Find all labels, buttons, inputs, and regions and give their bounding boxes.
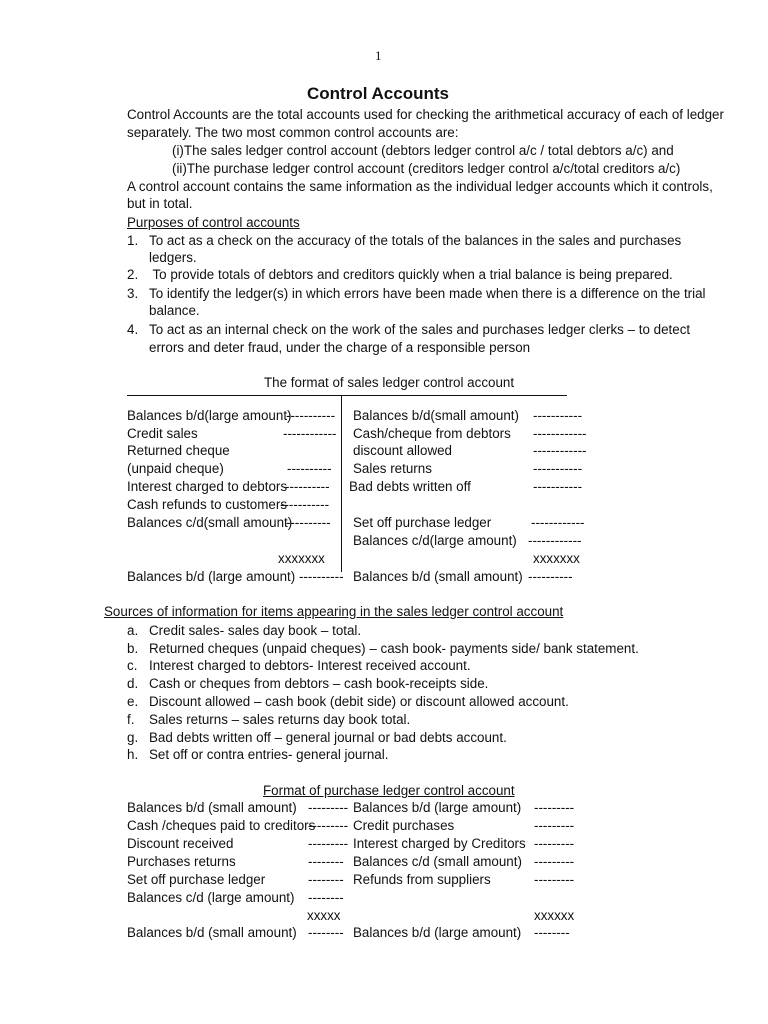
- credit-entry-label: Balances c/d(large amount): [353, 533, 517, 548]
- debit-entry-dash: ---------: [308, 800, 349, 815]
- debit-entry-label: Balances c/d (large amount): [127, 890, 295, 905]
- debit-entry-dash: ----------: [286, 515, 331, 530]
- page-number: 1: [375, 48, 382, 63]
- debit-entry-label: Interest charged to debtors: [127, 479, 288, 494]
- credit-balance-bd: Balances b/d (small amount): [353, 569, 523, 584]
- intro-line: Control Accounts are the total accounts used for checking the arithmetical accuracy of each of ledger: [127, 107, 724, 122]
- credit-balance-bd: Balances b/d (large amount): [353, 925, 522, 940]
- list-letter: d.: [127, 676, 139, 691]
- credit-entry-label: Balances b/d (large amount): [353, 800, 522, 815]
- credit-entry-label: discount allowed: [353, 443, 453, 458]
- credit-entry-label: Set off purchase ledger: [353, 515, 492, 530]
- debit-entry-dash: ----------: [285, 479, 330, 494]
- t-account-divider: [341, 396, 342, 572]
- credit-total: xxxxxx: [534, 908, 575, 923]
- credit-entry-label: Cash/cheque from debtors: [353, 426, 511, 441]
- credit-entry-dash: ------------: [533, 443, 587, 458]
- intro-line: separately. The two most common control accounts are:: [127, 125, 459, 140]
- credit-entry-dash: ---------: [534, 818, 575, 833]
- credit-entry-dash: ---------: [534, 872, 575, 887]
- debit-entry-label: Balances b/d (small amount): [127, 800, 297, 815]
- intro-item: (i)The sales ledger control account (debtors ledger control a/c / total debtors a/c) and: [172, 143, 674, 158]
- credit-entry-dash: ---------: [534, 854, 575, 869]
- list-item: Credit sales- sales day book – total.: [149, 623, 362, 638]
- debit-entry-label: Balances c/d(small amount): [127, 515, 293, 530]
- debit-entry-dash: -----------: [286, 408, 336, 423]
- list-item-continuation: errors and deter fraud, under the charge of a responsible person: [149, 340, 531, 355]
- purposes-heading: Purposes of control accounts: [127, 215, 300, 230]
- list-letter: g.: [127, 730, 139, 745]
- list-item: Returned cheques (unpaid cheques) – cash book- payments side/ bank statement.: [149, 641, 639, 656]
- debit-entry-label: Returned cheque: [127, 443, 230, 458]
- debit-total: xxxxxxx: [278, 551, 325, 566]
- list-item: Discount allowed – cash book (debit side) or discount allowed account.: [149, 694, 569, 709]
- credit-entry-dash: -----------: [533, 479, 583, 494]
- credit-entry-label: Balances c/d (small amount): [353, 854, 522, 869]
- debit-entry-label: Cash refunds to customers: [127, 497, 288, 512]
- debit-entry-label: Cash /cheques paid to creditors: [127, 818, 316, 833]
- sources-heading: Sources of information for items appearing in the sales ledger control account: [104, 604, 564, 619]
- list-item-continuation: ledgers.: [149, 250, 197, 265]
- list-item: To identify the ledger(s) in which errors have been made when there is a difference on the trial: [149, 286, 706, 301]
- list-item: To act as a check on the accuracy of the totals of the balances in the sales and purchases: [149, 233, 682, 248]
- list-letter: h.: [127, 747, 139, 762]
- list-letter: b.: [127, 641, 139, 656]
- debit-balance-bd: Balances b/d (small amount): [127, 925, 297, 940]
- list-item: Cash or cheques from debtors – cash book-receipts side.: [149, 676, 489, 691]
- intro-line: but in total.: [127, 196, 193, 211]
- list-item: Bad debts written off – general journal or bad debts account.: [149, 730, 507, 745]
- debit-entry-label: Credit sales: [127, 426, 198, 441]
- debit-entry-dash: --------: [308, 854, 344, 869]
- credit-balance-bd-dash: --------: [534, 925, 570, 940]
- sales-format-heading: The format of sales ledger control account: [264, 375, 515, 390]
- credit-total: xxxxxxx: [533, 551, 580, 566]
- credit-entry-label: Sales returns: [353, 461, 432, 476]
- debit-entry-dash: --------: [308, 872, 344, 887]
- debit-entry-label: Set off purchase ledger: [127, 872, 266, 887]
- credit-entry-dash: ---------: [534, 836, 575, 851]
- debit-entry-dash: ----------: [287, 461, 332, 476]
- list-item: Interest charged to debtors- Interest received account.: [149, 658, 471, 673]
- credit-entry-label: Bad debts written off: [349, 479, 471, 494]
- debit-entry-dash: -----------: [280, 497, 330, 512]
- list-letter: e.: [127, 694, 139, 709]
- debit-entry-dash: ---------: [308, 836, 349, 851]
- credit-entry-label: Credit purchases: [353, 818, 455, 833]
- list-item: Sales returns – sales returns day book total.: [149, 712, 411, 727]
- intro-item: (ii)The purchase ledger control account (creditors ledger control a/c/total creditors a/c): [172, 161, 681, 176]
- list-number: 3.: [127, 286, 139, 301]
- debit-entry-label: Balances b/d(large amount): [127, 408, 292, 423]
- list-item: To provide totals of debtors and creditors quickly when a trial balance is being prepared.: [149, 267, 673, 282]
- list-number: 2.: [127, 267, 139, 282]
- purchase-format-heading: Format of purchase ledger control account: [263, 783, 515, 798]
- credit-balance-bd-dash: ----------: [528, 569, 573, 584]
- credit-entry-dash: ------------: [533, 426, 587, 441]
- debit-balance-bd: Balances b/d (large amount) ----------: [127, 569, 344, 584]
- debit-balance-bd-dash: --------: [308, 925, 344, 940]
- t-account-top-line: [127, 395, 567, 396]
- list-number: 4.: [127, 322, 139, 337]
- credit-entry-label: Refunds from suppliers: [353, 872, 491, 887]
- list-item-continuation: balance.: [149, 303, 200, 318]
- debit-entry-dash: --------: [308, 890, 344, 905]
- debit-entry-label: Purchases returns: [127, 854, 236, 869]
- list-item: Set off or contra entries- general journal.: [149, 747, 389, 762]
- list-item: To act as an internal check on the work of the sales and purchases ledger clerks – to detect: [149, 322, 691, 337]
- debit-entry-dash: ------------: [283, 426, 337, 441]
- list-letter: f.: [127, 712, 135, 727]
- debit-entry-label: (unpaid cheque): [127, 461, 224, 476]
- debit-entry-dash: ---------: [308, 818, 349, 833]
- page-title: Control Accounts: [307, 84, 449, 103]
- credit-entry-label: Balances b/d(small amount): [353, 408, 519, 423]
- credit-entry-label: Interest charged by Creditors: [353, 836, 526, 851]
- list-number: 1.: [127, 233, 139, 248]
- credit-entry-dash: ------------: [528, 533, 582, 548]
- credit-entry-dash: -----------: [533, 461, 583, 476]
- debit-total: xxxxx: [307, 908, 341, 923]
- credit-entry-dash: ---------: [534, 800, 575, 815]
- credit-entry-dash: ------------: [531, 515, 585, 530]
- intro-line: A control account contains the same information as the individual ledger accounts which it controls,: [127, 179, 713, 194]
- list-letter: c.: [127, 658, 138, 673]
- debit-entry-label: Discount received: [127, 836, 234, 851]
- credit-entry-dash: -----------: [533, 408, 583, 423]
- list-letter: a.: [127, 623, 139, 638]
